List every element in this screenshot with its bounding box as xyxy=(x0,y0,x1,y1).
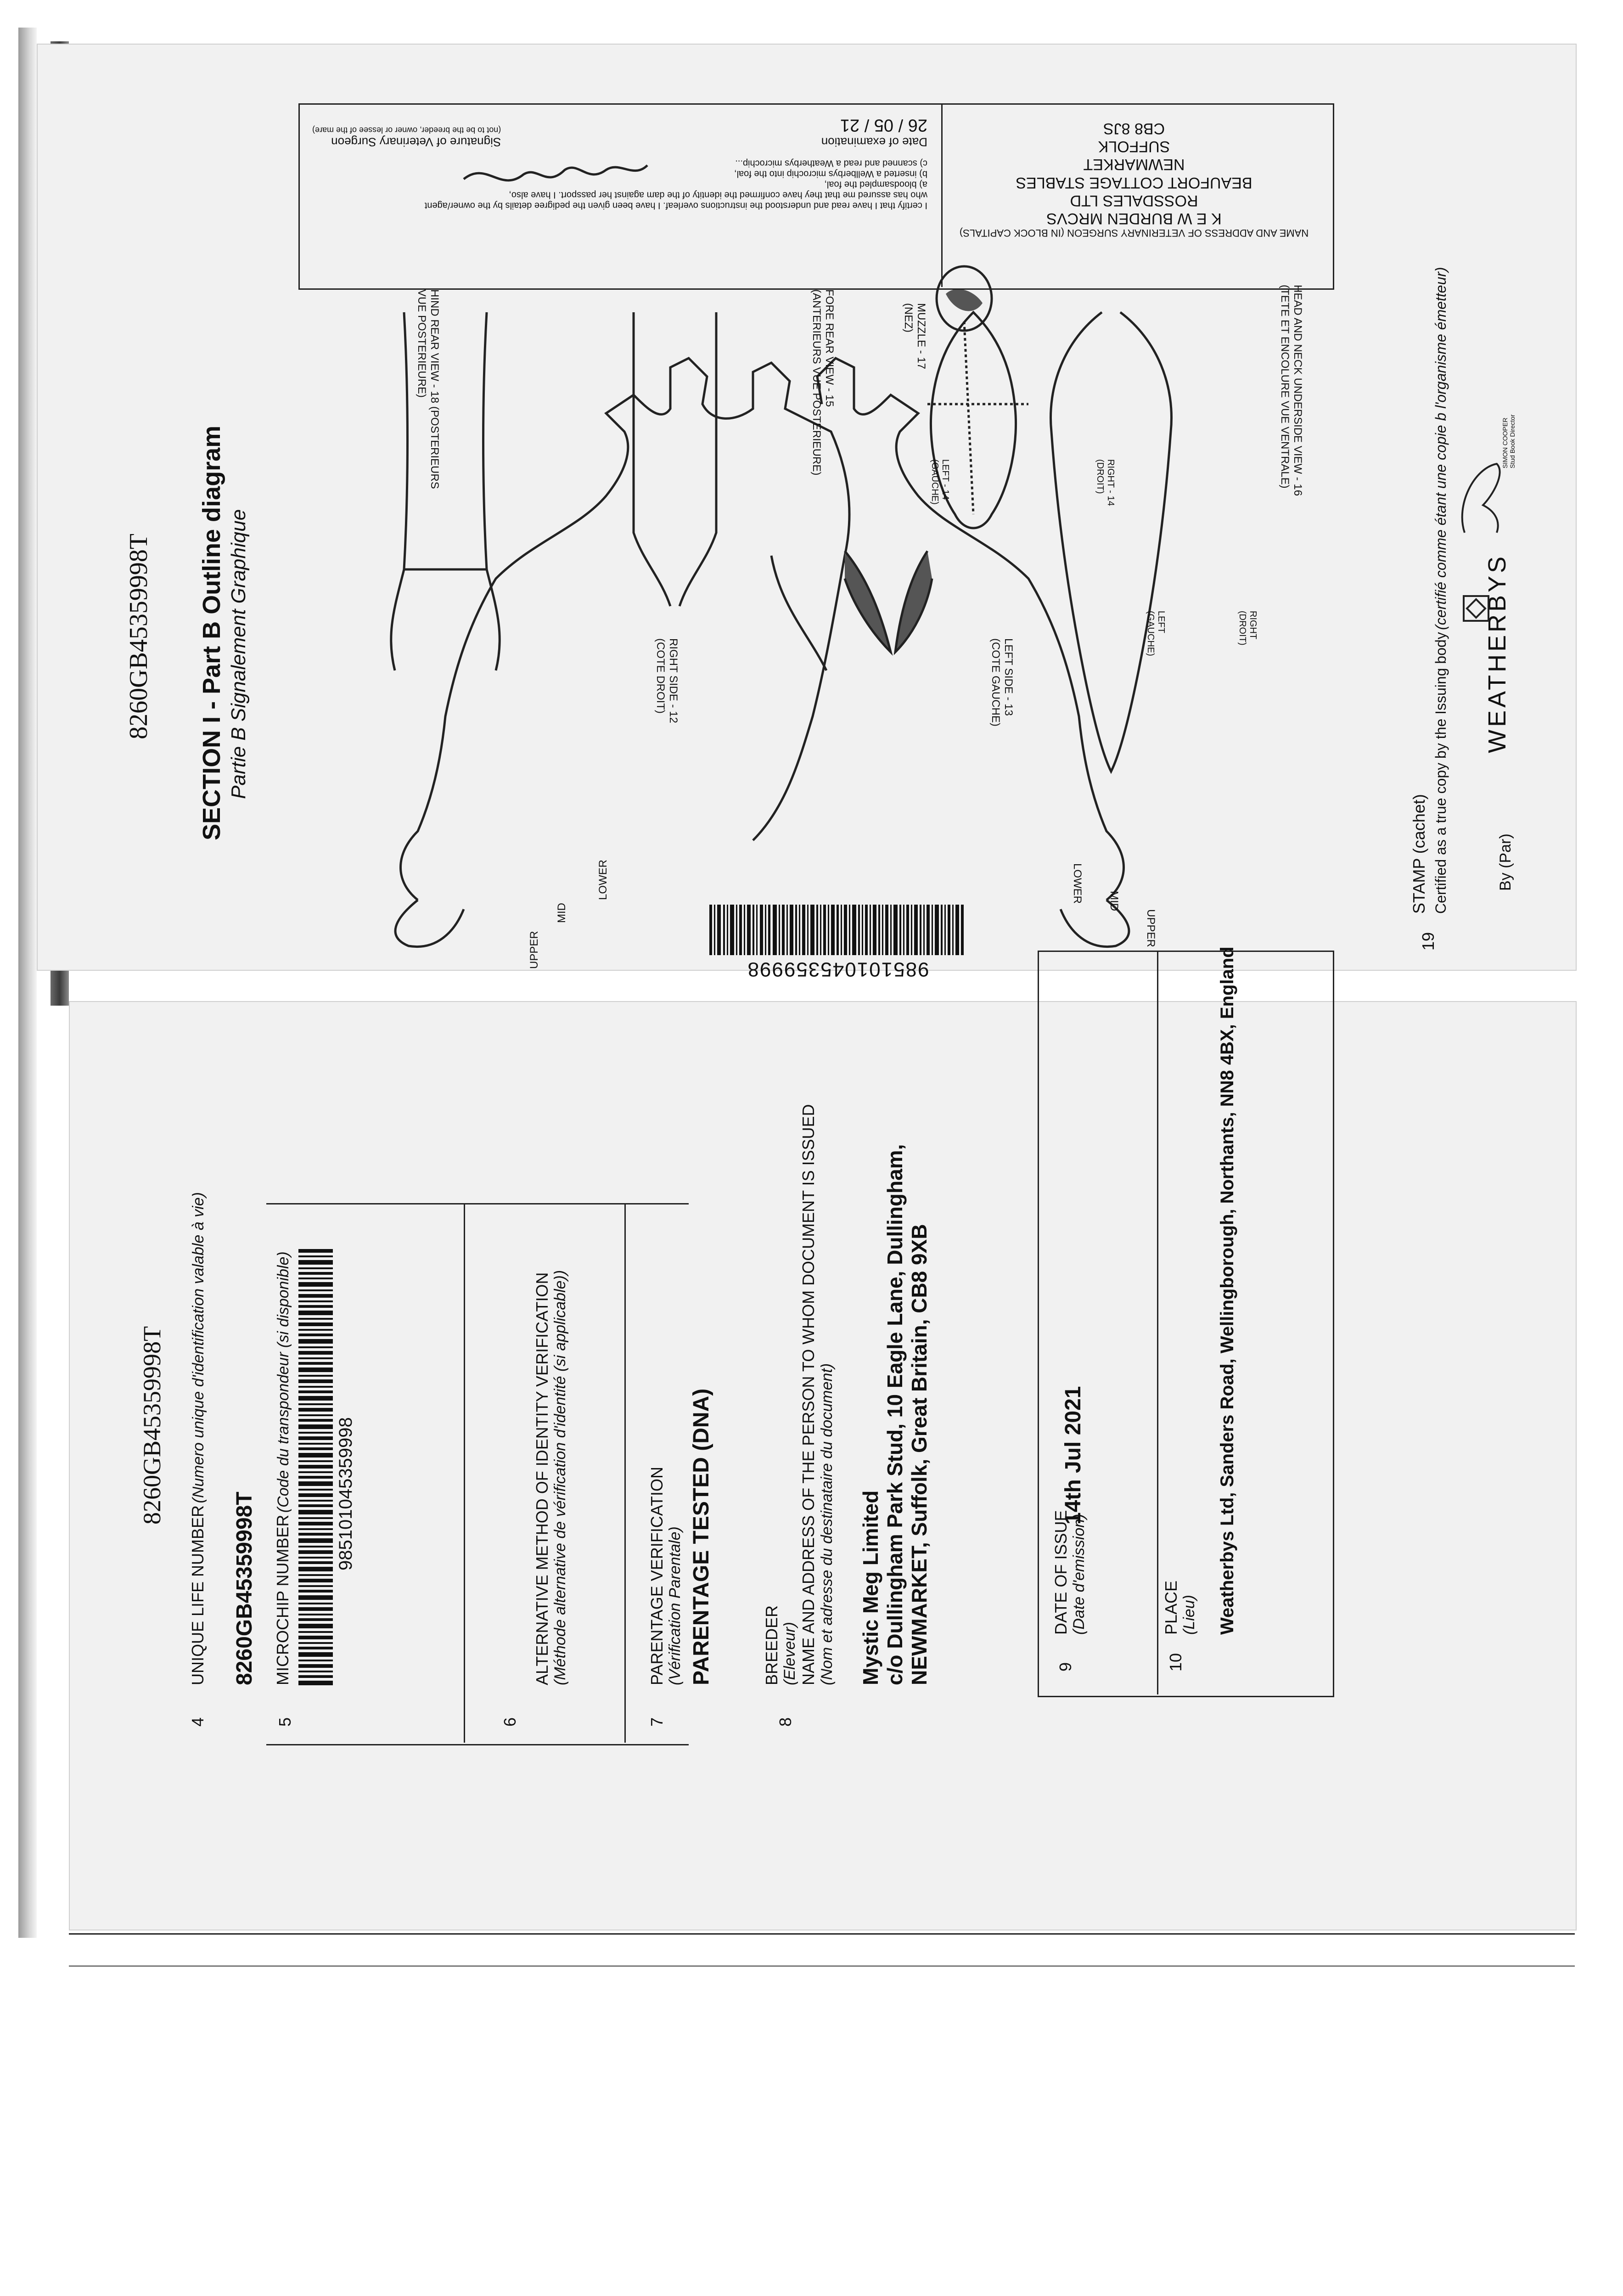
exam-date-value: 26 / 05 / 21 xyxy=(840,115,927,135)
weatherbys-logo-text: WEATHERBYS xyxy=(1483,553,1511,753)
field-10-value: Weatherbys Ltd, Sanders Road, Wellingborough, Northants, NN8 4BX, England xyxy=(1217,946,1237,1635)
head-neck-label: HEAD AND NECK UNDERSIDE VIEW - 16 (TETE ET ENCOLURE VUE VENTRALE) xyxy=(1279,285,1304,496)
field-6-number: 6 xyxy=(500,1717,519,1727)
bottom-life-number: 8260GB45359998T xyxy=(138,1326,166,1525)
field-9-label: DATE OF ISSUE (Date d'emission) xyxy=(1051,1510,1088,1635)
stamp-number: 19 xyxy=(1419,932,1438,951)
field-5-value: 985101045359998 xyxy=(336,1417,356,1570)
field-7-number: 7 xyxy=(647,1717,666,1727)
page-edge xyxy=(18,28,37,1938)
field-8-value: Mystic Meg Limited c/o Dullingham Park Stud, 10 Eagle Lane, Dullingham, NEWMARKET, Suffolk, Great Britain, CB8 9XB xyxy=(859,1144,931,1685)
right-side-horse-outline xyxy=(395,358,849,947)
signature-label: Signature of Veterinary Surgeon xyxy=(331,135,501,149)
tail-left-shape xyxy=(895,551,932,652)
right-14-label: RIGHT - 14 (DROIT) xyxy=(1095,459,1116,506)
fore-rear-view-outline xyxy=(634,312,716,606)
hind-rear-view-outline xyxy=(391,312,500,670)
left-14-label: LEFT - 14 (GAUCHE) xyxy=(930,459,950,505)
field-9-value: 14th Jul 2021 xyxy=(1061,1386,1085,1525)
muzzle-label: MUZZLE - 17 (NEZ) xyxy=(902,303,927,370)
horse-outline-diagrams xyxy=(257,257,1267,969)
stamp-signer: SIMON COOPER Stud Book Director xyxy=(1501,414,1516,468)
lower-label-right: LOWER xyxy=(1071,863,1084,904)
field-5-number: 5 xyxy=(275,1717,294,1727)
field-8-label: BREEDER (Eleveur) NAME AND ADDRESS OF THE PERSON TO WHOM DOCUMENT IS ISSUED (Nom et adresse du destinataire du document) xyxy=(762,1104,836,1685)
field-7-label: PARENTAGE VERIFICATION (Vérification Parentale) xyxy=(647,1466,684,1685)
left-side-horse-outline xyxy=(817,358,1129,947)
signature-note: (not to be the breeder, owner or lessee of the mare) xyxy=(312,125,501,135)
head-right-label: RIGHT (DROIT) xyxy=(1237,611,1258,646)
page-shadow-border xyxy=(69,1965,1575,1967)
top-barcode xyxy=(709,905,966,955)
field-4-number: 4 xyxy=(188,1717,207,1727)
field-9-number: 9 xyxy=(1056,1662,1075,1671)
fore-rear-view-label: FORE REAR VIEW - 15 (ANTERIEURS VUE POSTERIEURE) xyxy=(810,289,836,476)
vet-certification-text: I certify that I have read and understood the instructions overleaf. I have been given the pedigree details by the owner/agent who has assured me that they have confirmed the identity of the dam against her passport. I have also, a) bloodsampled the foal, b) inserted a Wellberbys microchip into the foal, c) scanned and read a Weatherbys microchip... Date of examination 26 / 05 / 21 Signature of Veterinary Surgeon (not to be the breeder, owner or lessee of the mare) xyxy=(312,115,927,211)
top-barcode-number: 985101045359998 xyxy=(747,958,929,981)
vet-signature xyxy=(459,152,652,202)
exam-date-label: Date of examination xyxy=(821,135,927,149)
page-bottom-border xyxy=(69,1933,1575,1935)
field-10-number: 10 xyxy=(1166,1653,1185,1671)
head-underside-outline xyxy=(1050,312,1171,771)
tail-right-shape xyxy=(845,551,891,652)
field-6-label: ALTERNATIVE METHOD OF IDENTITY VERIFICATION (Méthode alternative de vérification d'identité (si applicable)) xyxy=(533,1270,569,1685)
microchip-barcode xyxy=(298,1249,333,1685)
hind-rear-view-label: HIND REAR VIEW - 18 (POSTERIEURS VUE POSTERIEURE) xyxy=(416,289,441,489)
upper-label-right: UPPER xyxy=(1145,909,1157,947)
field-7-value: PARENTAGE TESTED (DNA) xyxy=(689,1388,713,1685)
top-life-number: 8260GB45359998T xyxy=(124,534,153,739)
upper-label-left: UPPER xyxy=(528,931,540,969)
field-4-label: UNIQUE LIFE NUMBER (Numero unique d'identification valable à vie) xyxy=(188,1192,207,1685)
vet-address-block: NAME AND ADDRESS OF VETERINARY SURGEON (IN BLOCK CAPITALS) K E W BURDEN MRCVS ROSSDALES LTD BEAUFORT COTTAGE STABLES NEWMARKET SUFFOLK CB8 8JS xyxy=(959,120,1309,239)
field-4-value: 8260GB45359998T xyxy=(232,1491,257,1685)
section-title: SECTION I - Part B Outline diagram xyxy=(198,425,225,840)
lower-label-left: LOWER xyxy=(597,859,609,900)
section-subtitle: Partie B Signalement Graphique xyxy=(227,509,250,799)
left-side-label: LEFT SIDE - 13 (COTE GAUCHE) xyxy=(989,638,1015,726)
vet-box-divider xyxy=(941,103,943,287)
stamp-label: STAMP (cachet) xyxy=(1410,794,1428,914)
mid-label-left: MID xyxy=(556,903,568,923)
field-8-number: 8 xyxy=(776,1717,795,1727)
stamp-by-label: By (Par) xyxy=(1497,833,1514,891)
weatherbys-crest-icon xyxy=(1460,592,1492,625)
mid-label-right: MID xyxy=(1108,891,1120,911)
field-5-label: MICROCHIP NUMBER (Code du transpondeur (si disponible) xyxy=(273,1251,292,1685)
divider-6 xyxy=(464,1203,465,1743)
divider-9-10 xyxy=(1157,951,1158,1694)
field-10-label: PLACE (Lieu) xyxy=(1162,1580,1198,1635)
divider-7 xyxy=(624,1203,626,1743)
right-side-label: RIGHT SIDE - 12 (COTE DROIT) xyxy=(654,638,680,723)
stamp-certified-text: Certified as a true copy by the Issuing body (certifié comme étant une copie b l'organisme émetteur) xyxy=(1432,267,1449,914)
head-left-label: LEFT (GAUCHE) xyxy=(1146,611,1166,656)
